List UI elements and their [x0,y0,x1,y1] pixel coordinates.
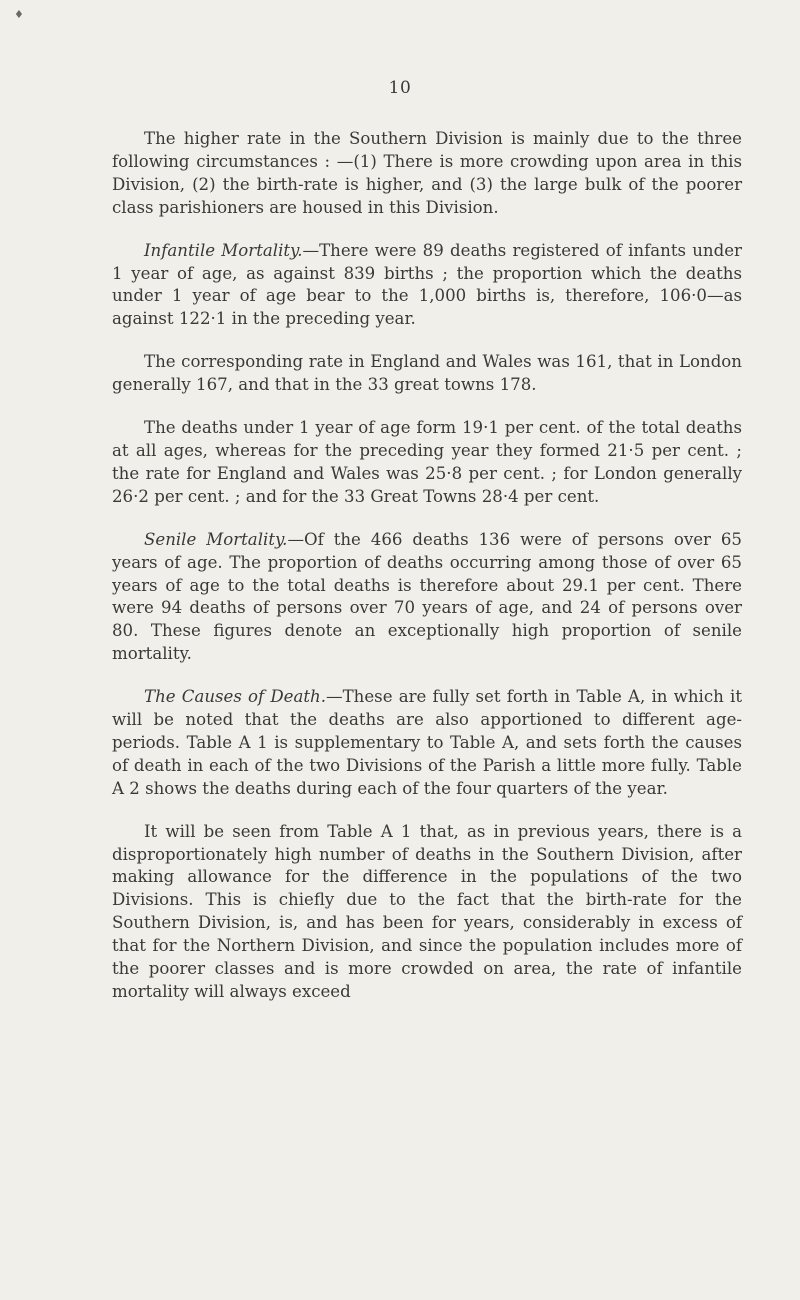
paragraph-infantile-mortality [112,240,742,332]
paragraph-southern-division [112,128,742,220]
paragraph-text: —These are fully set forth in Table A, in which it will be noted that the deaths are also apportioned to different age-periods. Table A 1 is supplementary to Table A, and sets forth the causes of death in each of the two Divisions of the Parish a little more fully. Table A 2 shows the deaths during each of the four quarters of the year. [112,687,742,798]
paragraph-corresponding-rate [112,351,742,397]
paragraph-deaths-under-one [112,417,742,509]
paragraph-text: The higher rate in the Southern Division is mainly due to the three following circumstances : —(1) There is more crowding upon area in this Division, (2) the birth-rate is higher, and (3) the large bulk of the poorer class parishioners are housed in this Division. [112,129,742,217]
body-text [112,128,742,1024]
paragraph-table-a1 [112,821,742,1004]
page-number: 10 [388,78,412,98]
section-heading-senile-mortality: Senile Mortality. [144,529,288,549]
section-heading-causes-of-death: The Causes of Death. [144,687,327,707]
paragraph-text: The corresponding rate in England and Wales was 161, that in London generally 167, and that in the 33 great towns 178. [112,352,742,395]
paragraph-causes-of-death [112,686,742,801]
paragraph-text: The deaths under 1 year of age form 19·1 per cent. of the total deaths at all ages, whereas for the preceding year they formed 21·5 per cent. ; the rate for England and Wales was 25·8 per cent. ; for London generally 26·2 per cent. ; and for the 33 Great Towns 28·4 per cent. [112,418,742,506]
section-heading-infantile-mortality: Infantile Mortality. [144,240,303,260]
paragraph-text: —There were 89 deaths registered of infants under 1 year of age, as against 839 births ; the proportion which the deaths under 1 year of age bear to the 1,000 births is, therefore, 106·0—as against 122·1 in the preceding year. [112,240,742,329]
paragraph-senile-mortality [112,529,742,666]
stray-mark: ♦ [14,8,24,21]
paragraph-text: —Of the 466 deaths 136 were of persons over 65 years of age. The proportion of deaths occurring among those of over 65 years of age to the total deaths is therefore about 29.1 per cent. There were 94 deaths of persons over 70 years of age, and 24 of persons over 80. These figures denote an exceptionally high proportion of senile mortality. [112,529,742,664]
paragraph-text: It will be seen from Table A 1 that, as in previous years, there is a disproportionately high number of deaths in the Southern Division, after making allowance for the difference in the populations of the two Divisions. This is chiefly due to the fact that the birth-rate for the Southern Division, is, and has been for years, considerably in excess of that for the Northern Division, and since the population includes more of the poorer classes and is more crowded on area, the rate of infantile mortality will always exceed [112,821,742,1001]
